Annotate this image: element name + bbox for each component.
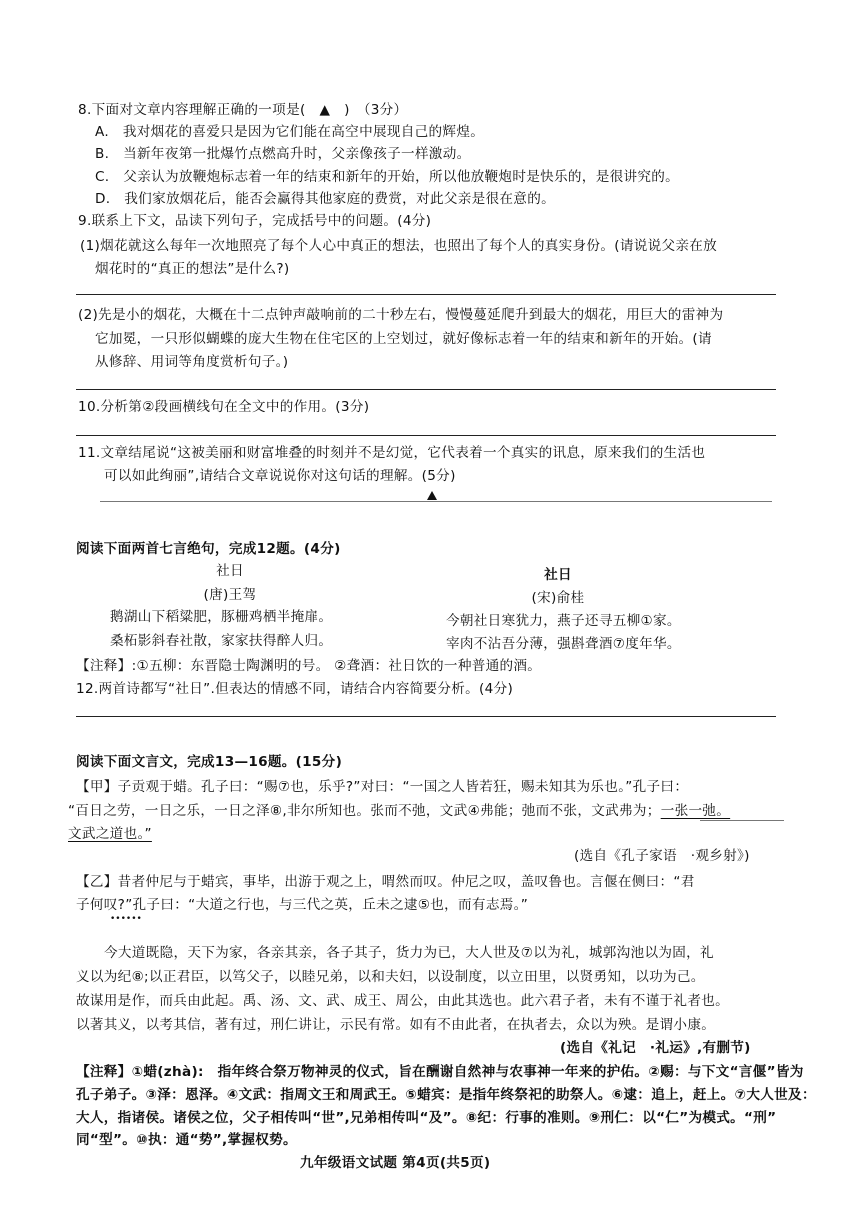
underlined-sentence: 一张一弛。 (660, 803, 731, 819)
poem-left-line2: 桑柘影斜春社散，家家扶得醉人归。 (110, 633, 333, 649)
underline-extension (700, 820, 784, 821)
question-11-line2: 可以如此绚丽”,请结合文章说说你对这句话的理解。(5分) (104, 468, 456, 484)
answer-triangle-mark (427, 491, 437, 500)
passage-yi-line1: 【乙】昔者仲尼与于蜡宾，事毕，出游于观之上，喟然而叹。仲尼之叹，盖叹鲁也。言偃在侧曰：“君 (76, 874, 695, 890)
question-8-option-a: A. 我对烟花的喜爱只是因为它们能在高空中展现自己的辉煌。 (95, 124, 485, 140)
answer-line-12 (76, 716, 776, 717)
passage-yi-source: (选自《礼记 ·礼运》,有删节) (560, 1040, 751, 1056)
passage-para-line3: 故谋用是作，而兵由此起。禹、汤、文、武、成王、周公，由此其选也。此六君子者，未有不谨于礼者也。 (76, 993, 730, 1009)
poem-left-title: 社日 (216, 563, 244, 579)
passage-yi-line2: 子何叹?”孔子曰：“大道之行也，与三代之英，丘未之逮⑤也，而有志焉。” (76, 897, 529, 913)
answer-line-9-2 (76, 389, 776, 390)
question-11-line1: 11.文章结尾说“这被美丽和财富堆叠的时刻并不是幻觉，它代表着一个真实的讯息，原来我们的生活也 (78, 445, 706, 461)
poems-note: 【注释】:①五柳：东晋隐士陶渊明的号。 ②聋酒：社日饮的一种普通的酒。 (76, 658, 542, 674)
passage-para-line2: 义以为纪⑧;以正君臣，以笃父子，以睦兄弟，以和夫妇，以设制度，以立田里，以贤勇知，以功为己。 (76, 969, 705, 985)
question-12: 12.两首诗都写“社日”.但表达的情感不同，请结合内容简要分析。(4分) (76, 681, 514, 697)
poem-left-author: (唐)王驾 (203, 587, 257, 603)
passage-jia-source: (选自《孔子家语 ·观乡射》) (574, 848, 750, 864)
question-9-part1-line2: 烟花时的“真正的想法”是什么?) (95, 261, 290, 277)
classical-note-line2: 孔子弟子。③泽：恩泽。④文武：指周文王和周武王。⑤蜡宾：是指年终祭祀的助祭人。⑥逮：追上，赶上。⑦大人世及： (76, 1087, 816, 1103)
classical-note-line4: 同“型”。⑩执：通“势”,掌握权势。 (76, 1132, 297, 1148)
question-10: 10.分析第②段画横线句在全文中的作用。(3分) (78, 399, 370, 415)
question-8-stem: 8.下面对文章内容理解正确的一项是( ▲ ) （3分） (78, 102, 408, 118)
passage-jia-line2-text: “百日之劳，一日之乐，一日之泽⑧,非尔所知也。张而不弛，文武④弗能；弛而不张，文武弗为； (68, 803, 661, 819)
question-9-part2-line3: 从修辞、用词等角度赏析句子。) (95, 354, 289, 370)
question-8-option-b: B. 当新年夜第一批爆竹点燃高升时，父亲像孩子一样激动。 (95, 146, 471, 162)
passage-jia-line2 (68, 801, 730, 821)
question-8-option-c: C. 父亲认为放鞭炮标志着一年的结束和新年的开始，所以他放鞭炮时是快乐的，是很讲究的。 (95, 169, 680, 185)
classical-section-heading: 阅读下面文言文，完成13—16题。(15分) (76, 754, 343, 770)
question-9-part1-line1: (1)烟花就这么每年一次地照亮了每个人心中真正的想法，也照出了每个人的真实身份。(请说说父亲在放 (80, 238, 718, 254)
question-9-stem: 9.联系上下文，品读下列句子，完成括号中的问题。(4分) (78, 213, 432, 229)
answer-line-9-1 (76, 294, 776, 295)
classical-note-line3: 大人，指诸侯。诸侯之位，父子相传叫“世”,兄弟相传叫“及”。⑧纪：行事的准则。⑨刑仁：以“仁”为模式。“刑” (76, 1110, 777, 1126)
poem-right-line2: 宰肉不沾吾分薄，强斟聋酒⑦度年华。 (446, 636, 681, 652)
poem-right-title: 社日 (544, 567, 572, 583)
poem-left-line1: 鹅湖山下稻粱肥，豚栅鸡栖半掩扉。 (110, 609, 333, 625)
answer-line-10 (76, 435, 776, 436)
poem-right-line1: 今朝社日寒犹力，燕子还寻五柳①家。 (446, 613, 681, 629)
emphasis-dots: •••••• (110, 914, 142, 924)
question-9-part2-line1: (2)先是小的烟花，大概在十二点钟声敲响前的二十秒左右，慢慢蔓延爬升到最大的烟花，用巨大的雷神为 (78, 307, 724, 323)
passage-para-line1: 今大道既隐，天下为家，各亲其亲，各子其子，货力为已，大人世及⑦以为礼，城郭沟池以为固，礼 (104, 945, 714, 961)
passage-jia-line1: 【甲】子贡观于蜡。孔子曰：“赐⑦也，乐乎?”对曰：“一国之人皆若狂，赐未知其为乐也。”孔子曰： (76, 779, 689, 795)
poem-right-author: (宋)俞桂 (531, 590, 585, 606)
question-9-part2-line2: 它加冕，一只形似蝴蝶的庞大生物在住宅区的上空划过，就好像标志着一年的结束和新年的开始。(请 (95, 331, 712, 347)
answer-line-11 (100, 501, 772, 502)
passage-para-line4: 以著其义，以考其信，著有过，刑仁讲让，示民有常。如有不由此者，在执者去，众以为殃。是谓小康。 (76, 1017, 716, 1033)
passage-jia-line3: 文武之道也。” (68, 826, 152, 842)
page-footer: 九年级语文试题 第4页(共5页) (300, 1155, 491, 1171)
question-8-option-d: D. 我们家放烟花后，能否会赢得其他家庭的费赏，对此父亲是很在意的。 (95, 191, 555, 207)
poems-section-heading: 阅读下面两首七言绝句，完成12题。(4分) (76, 541, 341, 557)
classical-note-line1: 【注释】①蜡(zhà): 指年终合祭万物神灵的仪式，旨在酬谢自然神与农事神一年来的护佑。②赐：与下文“言偃”皆为 (76, 1064, 804, 1080)
